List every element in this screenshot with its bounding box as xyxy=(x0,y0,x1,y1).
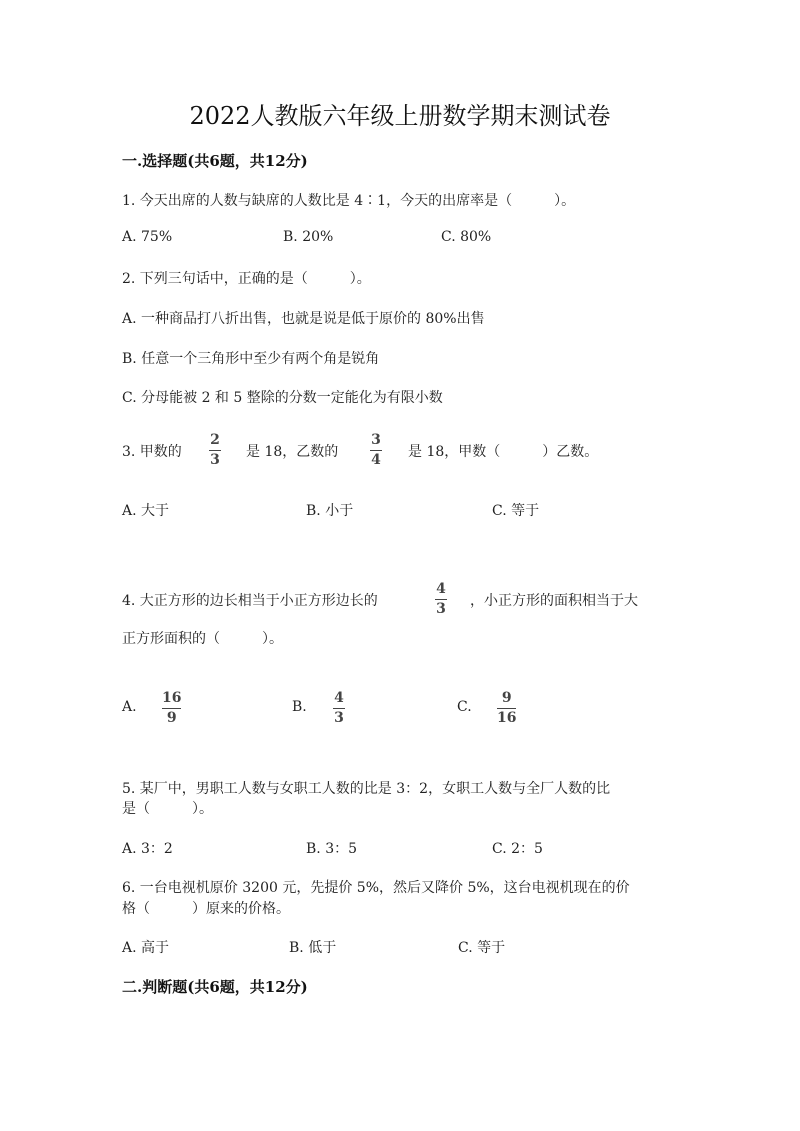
fraction-bar xyxy=(162,708,181,709)
question-2-option-b: B. 任意一个三角形中至少有两个角是锐角 xyxy=(122,351,380,367)
question-1-option-b: B. 20% xyxy=(283,229,334,245)
question-4-stem-part3: 正方形面积的（ ）。 xyxy=(122,631,283,647)
fraction-denominator: 9 xyxy=(166,710,177,726)
section-heading-choice: 一.选择题(共6题，共12分) xyxy=(122,152,308,170)
fraction-numerator: 3 xyxy=(371,432,381,448)
question-4-stem-part2: ，小正方形的面积相当于大 xyxy=(470,593,638,609)
fraction-bar xyxy=(209,450,221,451)
question-3-option-c: C. 等于 xyxy=(492,503,540,519)
fraction-denominator: 4 xyxy=(371,452,381,468)
fraction-numerator: 2 xyxy=(210,432,220,448)
question-2-option-a: A. 一种商品打八折出售，也就是说是低于原价的 80%出售 xyxy=(122,311,485,327)
question-4-option-b-label: B. xyxy=(292,699,307,715)
question-5-option-a: A. 3：2 xyxy=(122,841,173,857)
page-title: 2022人教版六年级上册数学期末测试卷 xyxy=(189,102,611,130)
question-6-stem-line1: 6. 一台电视机原价 3200 元，先提价 5%，然后又降价 5%，这台电视机现在的价 xyxy=(122,880,630,896)
fraction-denominator: 3 xyxy=(436,601,446,617)
question-1-option-a: A. 75% xyxy=(122,229,173,245)
question-5-option-c: C. 2：5 xyxy=(492,841,543,857)
fraction-bar xyxy=(370,450,382,451)
fraction-denominator: 16 xyxy=(497,710,517,726)
section-heading-judgement: 二.判断题(共6题，共12分) xyxy=(122,978,308,996)
fraction-bar xyxy=(435,599,447,600)
question-5-stem-line1: 5. 某厂中，男职工人数与女职工人数的比是 3：2，女职工人数与全厂人数的比 xyxy=(122,781,611,797)
fraction-numerator: 4 xyxy=(436,581,446,597)
question-3-fraction-2 xyxy=(370,432,382,469)
question-5-option-b: B. 3：5 xyxy=(306,841,358,857)
question-3-option-a: A. 大于 xyxy=(122,503,170,519)
fraction-numerator: 16 xyxy=(162,690,182,706)
fraction-bar xyxy=(333,708,345,709)
fraction-denominator: 3 xyxy=(334,710,344,726)
question-4-option-c-fraction xyxy=(497,690,516,727)
question-3-fraction-1 xyxy=(209,432,221,469)
fraction-denominator: 3 xyxy=(210,452,220,468)
question-4-stem-part1: 4. 大正方形的边长相当于小正方形边长的 xyxy=(122,593,378,609)
question-4-fraction xyxy=(435,581,447,618)
question-6-stem-line2: 格（ ）原来的价格。 xyxy=(122,901,290,917)
question-3-stem-part1: 3. 甲数的 xyxy=(122,444,182,460)
fraction-numerator: 4 xyxy=(334,690,344,706)
question-1-option-c: C. 80% xyxy=(441,229,492,245)
question-5-stem-line2: 是（ ）。 xyxy=(122,801,213,817)
question-3-option-b: B. 小于 xyxy=(306,503,354,519)
question-3-stem-part3: 是 18，甲数（ ）乙数。 xyxy=(408,444,599,460)
question-6-option-b: B. 低于 xyxy=(289,940,337,956)
fraction-numerator: 9 xyxy=(501,690,512,706)
question-1-stem: 1. 今天出席的人数与缺席的人数比是 4∶1，今天的出席率是（ ）。 xyxy=(122,193,576,209)
question-4-option-c-label: C. xyxy=(457,699,472,715)
question-4-option-a-fraction xyxy=(162,690,181,727)
question-6-option-a: A. 高于 xyxy=(122,940,170,956)
question-2-option-c: C. 分母能被 2 和 5 整除的分数一定能化为有限小数 xyxy=(122,390,443,406)
question-3-stem-part2: 是 18，乙数的 xyxy=(246,444,339,460)
question-4-option-a-label: A. xyxy=(122,699,137,715)
question-4-option-b-fraction xyxy=(333,690,345,727)
question-2-stem: 2. 下列三句话中，正确的是（ ）。 xyxy=(122,271,371,287)
fraction-bar xyxy=(497,708,516,709)
question-6-option-c: C. 等于 xyxy=(458,940,506,956)
